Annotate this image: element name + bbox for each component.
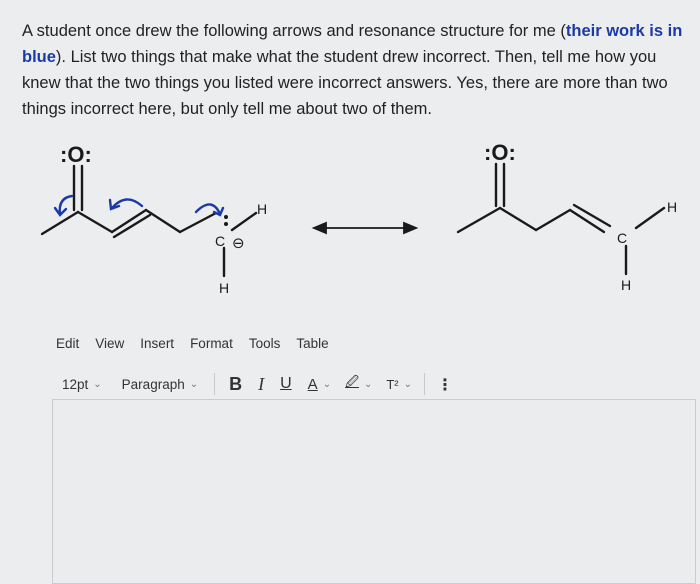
bold-button[interactable]: B [229,373,243,394]
chevron-down-icon: ⌄ [93,378,102,390]
editor-content[interactable] [53,400,695,416]
more-vertical-icon[interactable]: ⋮ [437,374,453,394]
question-part1: A student once drew the following arrows and resonance structure for me ( [22,22,566,40]
font-size-select[interactable] [62,377,102,392]
menu-edit[interactable]: Edit [56,336,80,351]
menu-format[interactable]: Format [190,336,233,351]
right-carbon: C [617,230,628,246]
font-color-button[interactable] [308,376,331,393]
right-structure [458,164,664,274]
editor-menubar [56,336,345,351]
right-h-top: H [667,199,678,215]
right-h-bottom: H [621,277,632,293]
left-h-top: H [257,201,268,217]
chevron-down-icon: ⌄ [403,378,412,390]
menu-insert[interactable]: Insert [140,336,175,351]
menu-view[interactable]: View [95,336,125,351]
italic-button[interactable]: I [258,373,265,394]
chevron-down-icon: ⌄ [322,378,332,390]
editor-toolbar [62,372,453,396]
menu-table[interactable]: Table [296,336,329,351]
left-oxygen: :O: [60,142,92,167]
toolbar-divider [214,373,215,395]
lone-pair-dots [224,215,228,226]
right-oxygen: :O: [484,140,516,165]
question-text [22,18,692,122]
menu-tools[interactable]: Tools [248,336,281,351]
superscript-icon: T² [386,376,399,392]
left-h-bottom: H [219,280,230,296]
font-size-value: 12pt [62,376,89,392]
block-format-value: Paragraph [121,376,185,392]
underline-button[interactable]: U [280,375,292,392]
question-highlight: their work is in blue [22,22,683,66]
resonance-arrow-icon [314,223,416,233]
question-part2: ). List two things that make what the student drew incorrect. Then, tell me how you knew that the two things you listed were incorrect answers. Yes, there are more than two things incorrect here, but only tell me about two of them. [22,48,668,118]
toolbar-divider [424,373,425,395]
left-structure [42,166,256,276]
chevron-down-icon: ⌄ [189,378,199,390]
highlight-color-button[interactable] [345,373,372,395]
block-format-select[interactable] [122,377,198,392]
resonance-diagram [0,130,700,330]
font-color-icon: A [307,375,318,393]
chevron-down-icon: ⌄ [363,378,373,390]
left-charge: ⊖ [232,234,245,252]
superscript-button[interactable] [386,377,412,392]
left-carbon: C [215,233,226,249]
highlight-pen-icon: 🖉 [345,375,359,390]
answer-editor[interactable] [52,399,696,584]
